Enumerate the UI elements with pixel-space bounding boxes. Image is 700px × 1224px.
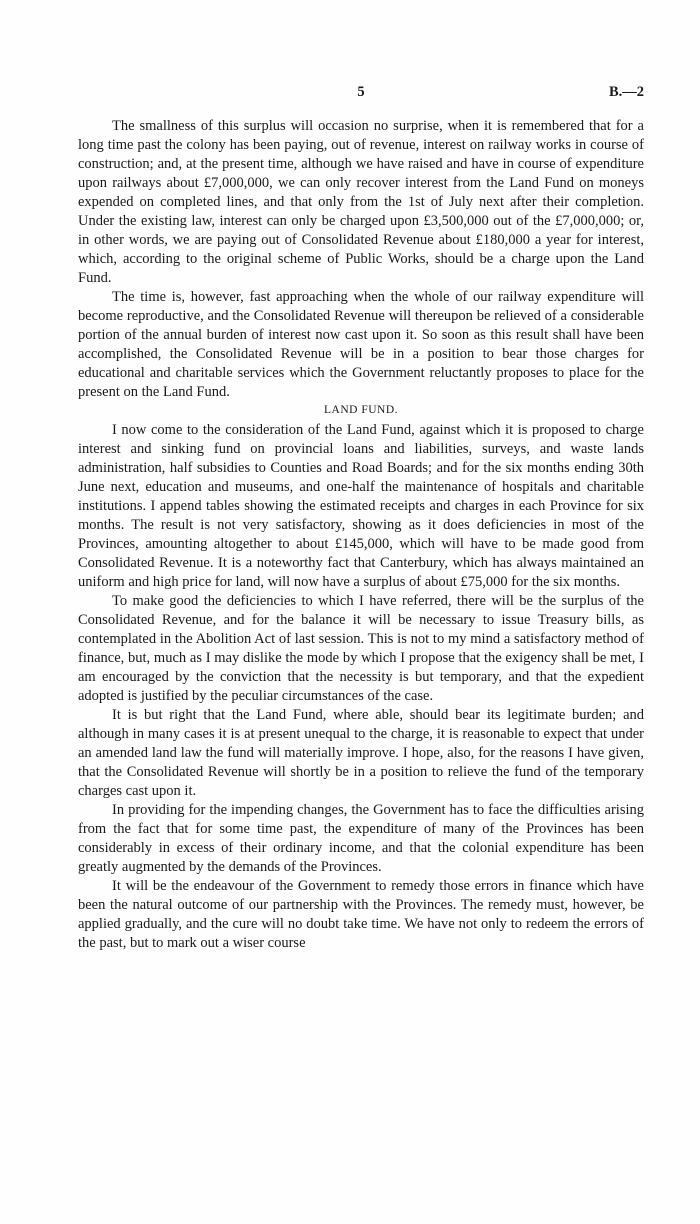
body-text — [78, 117, 644, 953]
paragraph: The smallness of this surplus will occasion no surprise, when it is remembered that for a long time past the colony has been paying, out of revenue, interest on railway works in course of construction; and, at the present time, although we have raised and have in course of expenditure upon railways about £7,000,000, we can only recover interest from the Land Fund on moneys expended on completed lines, and that only from the 1st of July next after their completion. Under the existing law, interest can only be charged upon £3,500,000 out of the £7,000,000; or, in other words, we are paying out of Consolidated Revenue about £180,000 a year for interest, which, according to the original scheme of Public Works, should be a charge upon the Land Fund. — [78, 118, 644, 286]
page-number: 5 — [357, 84, 365, 100]
paragraph: To make good the deficiencies to which I have referred, there will be the surplus of the Consolidated Revenue, and for the balance it will be necessary to issue Treasury bills, as contemplated in the Abolition Act of last session. This is not to my mind a satisfactory method of finance, but, much as I may dislike the mode by which I propose that the exigency shall be met, I am encouraged by the conviction that the necessity is but temporary, and that the expedient adopted is justified by the peculiar circumstances of the case. — [78, 593, 644, 704]
paragraph: It will be the endeavour of the Government to remedy those errors in finance which have been the natural outcome of our partnership with the Provinces. The remedy must, however, be applied gradually, and the cure will no doubt take time. We have not only to redeem the errors of the past, but to mark out a wiser course — [78, 878, 644, 951]
paragraph: It is but right that the Land Fund, where able, should bear its legitimate burden; and although in many cases it is at present unequal to the charge, it is reasonable to expect that under an amended land law the fund will materially improve. I hope, also, for the reasons I have given, that the Consolidated Revenue will shortly be in a position to relieve the fund of the temporary charges cast upon it. — [78, 707, 644, 799]
section-heading: LAND FUND. — [324, 404, 398, 416]
paragraph: I now come to the consideration of the Land Fund, against which it is proposed to charge interest and sinking fund on provincial loans and liabilities, surveys, and waste lands administration, half subsidies to Counties and Road Boards; and for the six months ending 30th June next, education and museums, and one-half the maintenance of hospitals and charitable institutions. I append tables showing the estimated receipts and charges in each Province for six months. The result is not very satisfactory, showing as it does deficiencies in most of the Provinces, amounting altogether to about £145,000, which will have to be made good from Consolidated Revenue. It is a noteworthy fact that Canterbury, which has always maintained an uniform and high price for land, will now have a surplus of about £75,000 for the six months. — [78, 422, 644, 590]
paragraph: In providing for the impending changes, the Government has to face the difficulties arising from the fact that for some time past, the expenditure of many of the Provinces has been considerably in excess of their ordinary income, and that the colonial expenditure has been greatly augmented by the demands of the Provinces. — [78, 802, 644, 875]
page-header — [78, 84, 644, 104]
document-code: B.—2 — [608, 84, 644, 100]
paragraph: The time is, however, fast approaching when the whole of our railway expenditure will become reproductive, and the Consolidated Revenue will thereupon be relieved of a considerable portion of the annual burden of interest now cast upon it. So soon as this result shall have been accomplished, the Consolidated Revenue will be in a position to bear those charges for educational and charitable services which the Government reluctantly proposes to place for the present on the Land Fund. — [78, 289, 644, 400]
